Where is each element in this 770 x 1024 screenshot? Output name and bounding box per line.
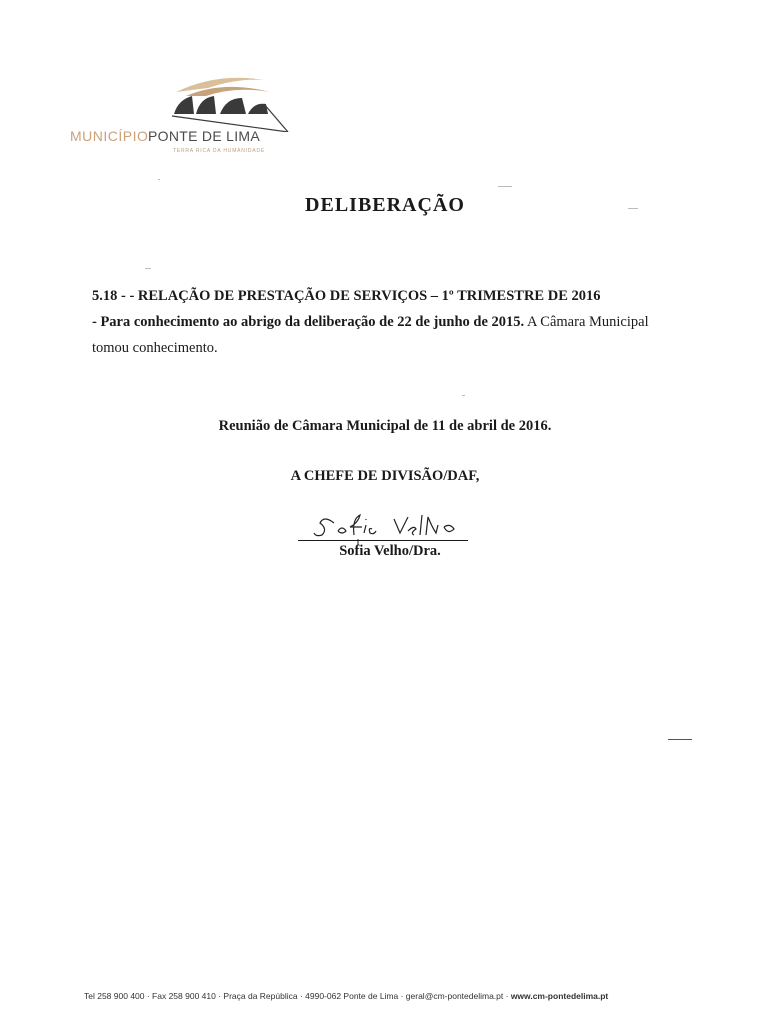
scan-speck — [462, 395, 465, 396]
bridge-logo-icon — [168, 70, 298, 132]
logo-tagline: TERRA RICA DA HUMANIDADE — [173, 148, 265, 154]
chief-title: A CHEFE DE DIVISÃO/DAF, — [290, 468, 480, 484]
logo-municipio-text: MUNICÍPIO — [70, 128, 149, 144]
signature-area — [298, 505, 468, 545]
signer-name: Sofia Velho/Dra. — [339, 543, 441, 559]
municipality-logo — [70, 70, 300, 160]
scan-speck — [628, 208, 638, 209]
item-text — [92, 309, 672, 361]
item-plain-text: A Câmara Municipal tomou conhecimento. — [92, 314, 649, 356]
footer-website: www.cm-pontedelima.pt — [510, 991, 609, 1001]
handwritten-signature-icon — [298, 505, 468, 545]
item-bold-text: - Para conhecimento ao abrigo da deliberação de 22 de junho de 2015. — [92, 314, 525, 330]
signature-line — [298, 540, 468, 541]
scan-speck — [158, 179, 160, 180]
footer-contact-text: Tel 258 900 400 · Fax 258 900 410 · Praça da República · 4990-062 Ponte de Lima · geral@cm-pontedelima.pt · — [84, 991, 511, 1001]
scan-speck — [145, 268, 151, 269]
logo-ponte-de-lima-text: PONTE DE LIMA — [148, 128, 261, 144]
item-heading: 5.18 - - RELAÇÃO DE PRESTAÇÃO DE SERVIÇOS – 1º TRIMESTRE DE 2016 — [92, 288, 601, 304]
deliberation-body — [92, 283, 672, 361]
scan-speck — [498, 186, 512, 187]
footer-contact — [84, 991, 704, 1001]
meeting-line: Reunião de Câmara Municipal de 11 de abril de 2016. — [218, 418, 552, 434]
document-title: DELIBERAÇÃO — [305, 194, 465, 216]
scan-speck — [668, 739, 692, 740]
